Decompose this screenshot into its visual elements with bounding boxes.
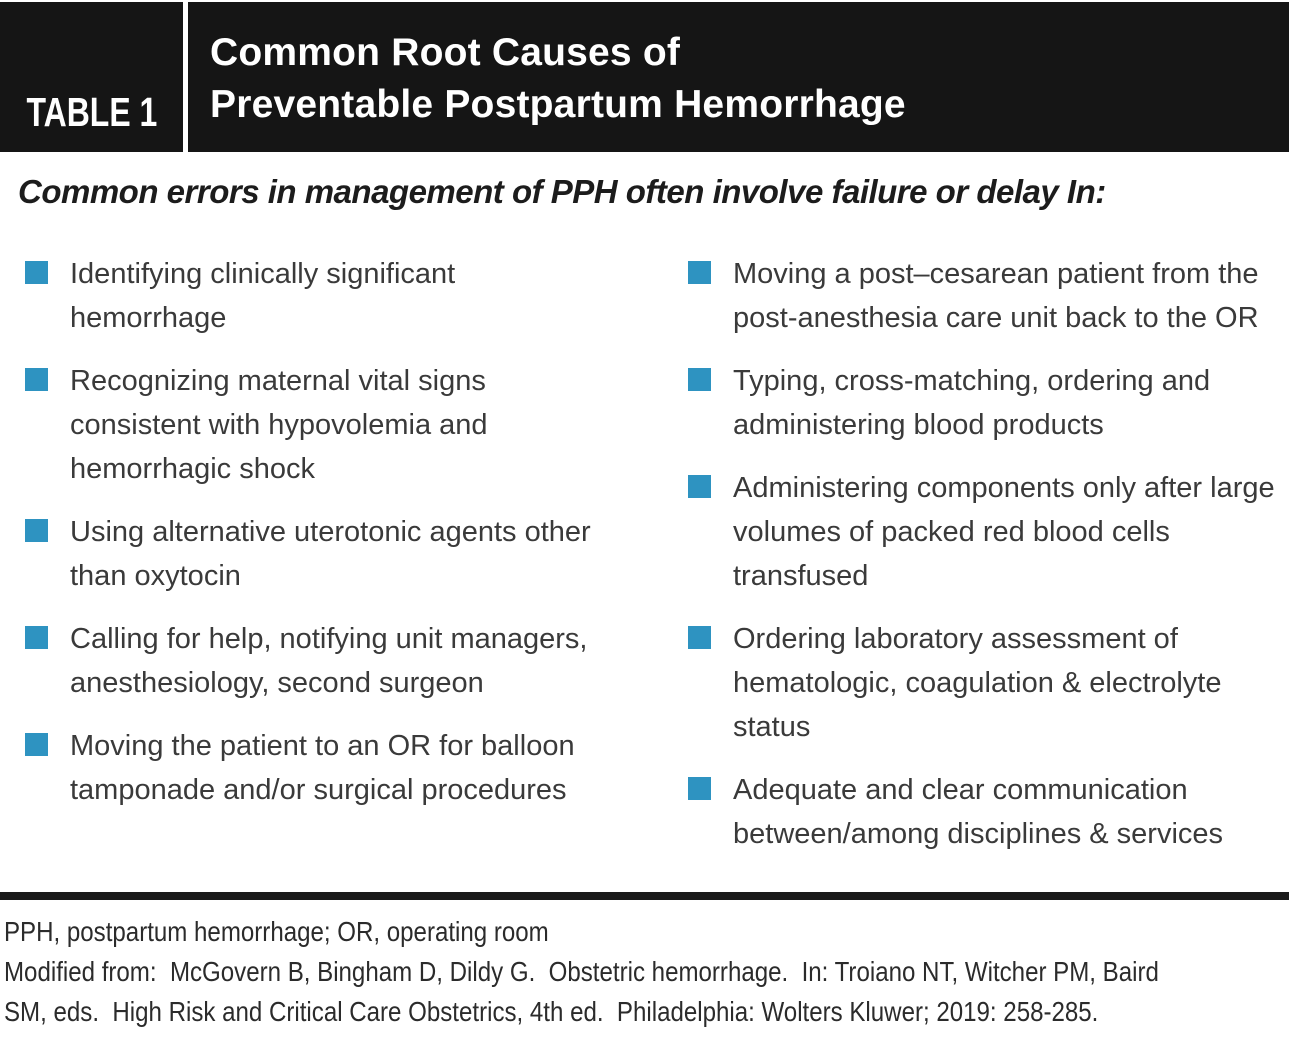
list-item-text: Administering components only after large volumes of packed red blood cells transfused [733, 472, 1275, 592]
bullet-square-icon [688, 368, 711, 391]
table-title [188, 2, 1289, 152]
right-column-list [688, 252, 1289, 875]
list-item [688, 617, 1289, 749]
table-number-block [0, 2, 183, 152]
list-item [25, 252, 688, 340]
list-item-text: Using alternative uterotonic agents other than oxytocin [70, 516, 591, 592]
table-title-line-2: Preventable Postpartum Hemorrhage [210, 83, 906, 126]
table-header-band [0, 2, 1289, 152]
list-item-text: Identifying clinically significant hemorrhage [70, 258, 456, 334]
bullet-columns [25, 252, 1289, 875]
citation-line-1: Modified from: McGovern B, Bingham D, Dildy G. Obstetric hemorrhage. In: Troiano NT, Witcher PM, Baird [4, 956, 1159, 987]
left-column-list [25, 252, 688, 875]
list-item [688, 252, 1289, 340]
bullet-square-icon [688, 626, 711, 649]
list-item [688, 768, 1289, 856]
list-item-text: Calling for help, notifying unit managers, anesthesiology, second surgeon [70, 623, 588, 699]
list-item-text: Moving a post–cesarean patient from the post-anesthesia care unit back to the OR [733, 258, 1259, 334]
list-item [25, 510, 688, 598]
table-title-line-1: Common Root Causes of [210, 31, 681, 74]
bullet-square-icon [688, 777, 711, 800]
bullet-square-icon [25, 733, 48, 756]
list-item-text: Ordering laboratory assessment of hematologic, coagulation & electrolyte status [733, 623, 1222, 743]
table-number-label: TABLE 1 [26, 89, 157, 135]
list-item [25, 724, 688, 812]
bullet-square-icon [25, 519, 48, 542]
list-item [25, 359, 688, 491]
citation-line-2: SM, eds. High Risk and Critical Care Obstetrics, 4th ed. Philadelphia: Wolters Kluwer; 2019: 258-285. [4, 996, 1099, 1027]
list-item-text: Typing, cross-matching, ordering and administering blood products [733, 365, 1211, 441]
list-item [688, 466, 1289, 598]
bullet-square-icon [25, 626, 48, 649]
list-item [688, 359, 1289, 447]
bullet-square-icon [25, 261, 48, 284]
list-item-text: Adequate and clear communication between/among disciplines & services [733, 774, 1224, 850]
list-item-text: Recognizing maternal vital signs consistent with hypovolemia and hemorrhagic shock [70, 365, 488, 485]
footer-divider-rule [0, 892, 1289, 900]
bullet-square-icon [25, 368, 48, 391]
abbreviations-note: PPH, postpartum hemorrhage; OR, operating room [4, 916, 549, 947]
list-item-text: Moving the patient to an OR for balloon tamponade and/or surgical procedures [70, 730, 575, 806]
list-item [25, 617, 688, 705]
subheading: Common errors in management of PPH often involve failure or delay In: [18, 173, 1106, 210]
bullet-square-icon [688, 261, 711, 284]
footer [0, 900, 1289, 1032]
bullet-square-icon [688, 475, 711, 498]
